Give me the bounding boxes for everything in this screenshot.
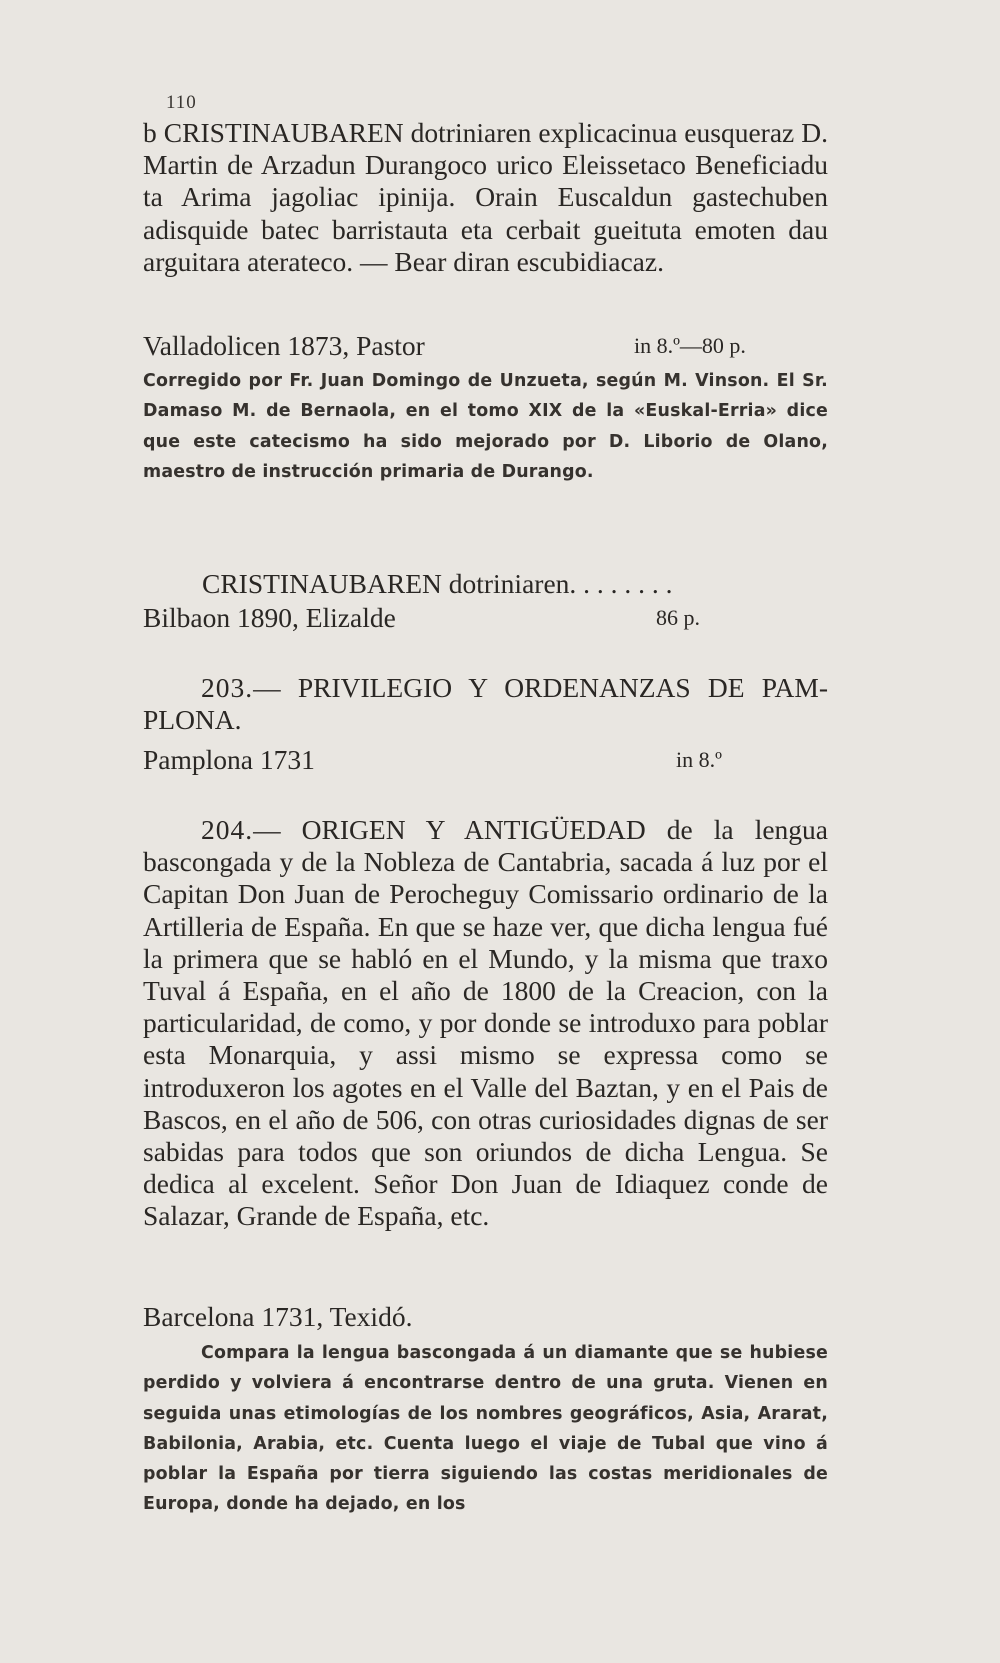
- entry-204-imprint: Barcelona 1731, Texidó.: [143, 1301, 413, 1332]
- page-number: 110: [166, 92, 197, 113]
- entry-c-title-line: [143, 567, 833, 601]
- entry-203-heading: [143, 672, 828, 736]
- entry-203-imprint-line: [143, 743, 833, 777]
- entry-c-format: 86 p.: [656, 605, 700, 630]
- entry-c-imprint-line: [143, 601, 833, 635]
- entry-203-imprint: Pamplona 1731: [143, 744, 315, 775]
- entry-b-imprint: Valladolicen 1873, Pastor: [143, 330, 425, 361]
- entry-b-imprint-line: [143, 329, 833, 363]
- entry-204-note: Compara la lengua bascongada á un diamante que se hubiese perdido y volviera á encontrarse dentro de una gruta. Vienen en seguida unas etimologías de los nombres geográficos, Asia, Ararat, Babilonia, Arabia, etc. Cuenta luego el viaje de Tubal que vino á poblar la España por tierra siguiendo las costas meridionales de Europa, donde ha dejado, en los: [143, 1343, 828, 1515]
- entry-204-imprint-line: [143, 1300, 833, 1334]
- entry-204-description: [143, 814, 828, 1233]
- entry-203-title: — PRIVILEGIO Y ORDENANZAS DE PAMPLONA.: [143, 672, 828, 736]
- entry-204-number: 204.: [201, 814, 254, 845]
- entry-c-title: CRISTINAUBAREN dotriniaren. . . . . . . .: [202, 568, 673, 599]
- entry-c-imprint: Bilbaon 1890, Elizalde: [143, 602, 396, 633]
- entry-b-format: in 8.º—80 p.: [634, 333, 746, 358]
- entry-203-format: in 8.º: [676, 747, 722, 772]
- entry-203-number: 203.: [201, 672, 254, 703]
- entry-b-description: b CRISTINAUBAREN dotriniaren explicacinua eusqueraz D. Martin de Arzadun Durangoco urico Eleissetaco Beneficiadu ta Arima jagoliac ipinija. Orain Euscaldun gastechuben adisquide batec barristauta eta cerbait gueituta emoten dau arguitara aterateco. — Bear diran escubidiacaz.: [143, 117, 828, 277]
- entry-b-note: Corregido por Fr. Juan Domingo de Unzueta, según M. Vinson. El Sr. Damaso M. de Bernaola, en el tomo XIX de la «Euskal-Erria» dice que este catecismo ha sido mejorado por D. Liborio de Olano, maestro de instrucción primaria de Durango.: [143, 371, 828, 482]
- entry-204-text: — ORIGEN Y ANTIGÜEDAD de la lengua bascongada y de la Nobleza de Cantabria, sacada á luz por el Capitan Don Juan de Perocheguy Comissario ordinario de la Artilleria de España. En que se haze ver, que dicha lengua fué la primera que se habló en el Mundo, y la misma que traxo Tuval á España, en el año de 1800 de la Creacion, con la particularidad, de como, y por donde se introduxo para poblar esta Monarquia, y assi mismo se expressa como se introduxeron los agotes en el Valle del Baztan, y en el Pais de Bascos, en el año de 506, con otras curiosidades dignas de ser sabidas para todos que son oriundos de dicha Lengua. Se dedica al excelent. Señor Don Juan de Idiaquez conde de Salazar, Grande de España, etc.: [143, 814, 828, 1232]
